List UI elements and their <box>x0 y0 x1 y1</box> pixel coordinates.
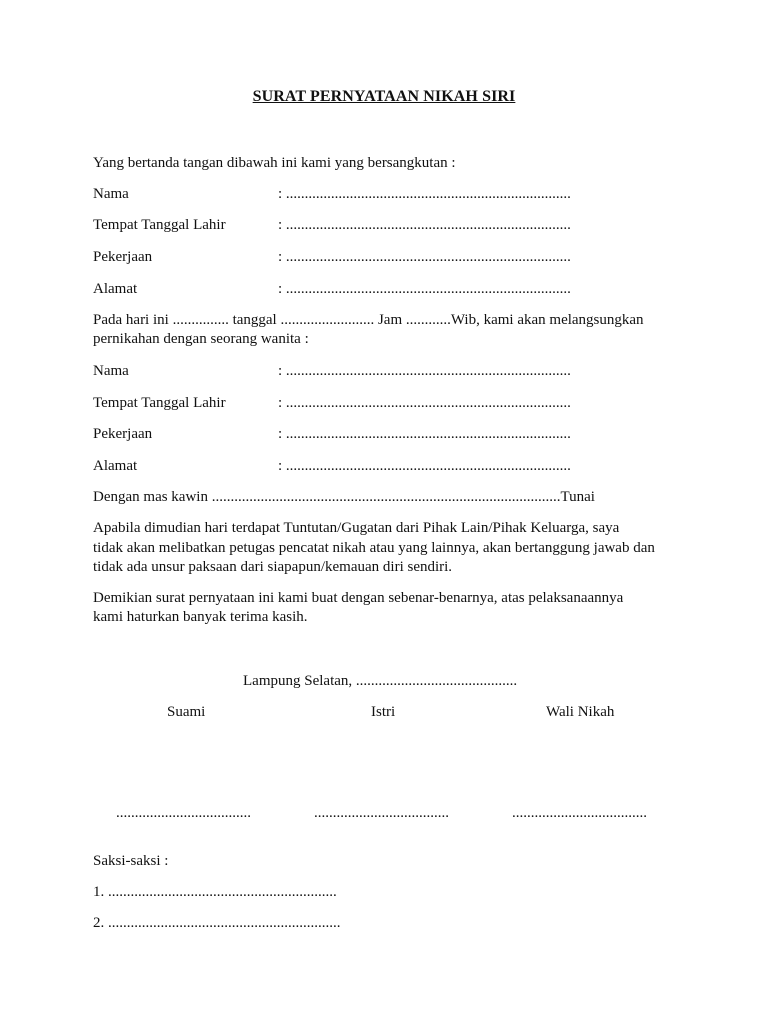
clause-line-3: tidak ada unsur paksaan dari siapapun/kemauan diri sendiri. <box>93 559 453 575</box>
party1-birth-label: Tempat Tanggal Lahir <box>93 217 226 233</box>
closing-line-2: kami haturkan banyak terima kasih. <box>93 609 308 625</box>
party2-birth-field: : ............................................................................ <box>278 395 571 411</box>
closing-line-1: Demikian surat pernyataan ini kami buat dengan sebenar-benarnya, atas pelaksanaannya <box>93 590 624 606</box>
witness-heading: Saksi-saksi : <box>93 853 169 869</box>
party2-address-label: Alamat <box>93 458 138 474</box>
signatory-suami: Suami <box>167 704 206 720</box>
party2-name-label: Nama <box>93 363 129 379</box>
party1-name-label: Nama <box>93 186 129 202</box>
dowry-line: Dengan mas kawin .............................................................................................Tunai <box>93 489 595 505</box>
place-date: Lampung Selatan, ........................................... <box>243 673 518 689</box>
party2-job-field: : ............................................................................ <box>278 426 571 442</box>
document-title: SURAT PERNYATAAN NIKAH SIRI <box>252 88 516 105</box>
witness-line-1: 1. ............................................................. <box>93 884 337 900</box>
party1-address-field: : ............................................................................ <box>278 281 571 297</box>
party1-name-field: : ............................................................................ <box>278 186 571 202</box>
signatory-wali: Wali Nikah <box>546 704 615 720</box>
party1-birth-field: : ............................................................................ <box>278 217 571 233</box>
signature-line-istri: .................................... <box>314 805 449 821</box>
statement-line-1: Pada hari ini ............... tanggal ......................... Jam ............Wib, kami akan melangsungkan <box>93 312 644 328</box>
statement-line-2: pernikahan dengan seorang wanita : <box>93 331 309 347</box>
clause-line-1: Apabila dimudian hari terdapat Tuntutan/Gugatan dari Pihak Lain/Pihak Keluarga, saya <box>93 520 620 536</box>
party2-birth-label: Tempat Tanggal Lahir <box>93 395 226 411</box>
party1-address-label: Alamat <box>93 281 138 297</box>
signature-line-wali: .................................... <box>512 805 647 821</box>
party2-job-label: Pekerjaan <box>93 426 153 442</box>
signatory-istri: Istri <box>371 704 396 720</box>
party2-name-field: : ............................................................................ <box>278 363 571 379</box>
intro-text: Yang bertanda tangan dibawah ini kami yang bersangkutan : <box>93 155 456 171</box>
signature-line-suami: .................................... <box>116 805 251 821</box>
party1-job-field: : ............................................................................ <box>278 249 571 265</box>
party2-address-field: : ............................................................................ <box>278 458 571 474</box>
witness-line-2: 2. .............................................................. <box>93 915 341 931</box>
clause-line-2: tidak akan melibatkan petugas pencatat nikah atau yang lainnya, akan bertanggung jawab dan <box>93 540 655 556</box>
party1-job-label: Pekerjaan <box>93 249 153 265</box>
